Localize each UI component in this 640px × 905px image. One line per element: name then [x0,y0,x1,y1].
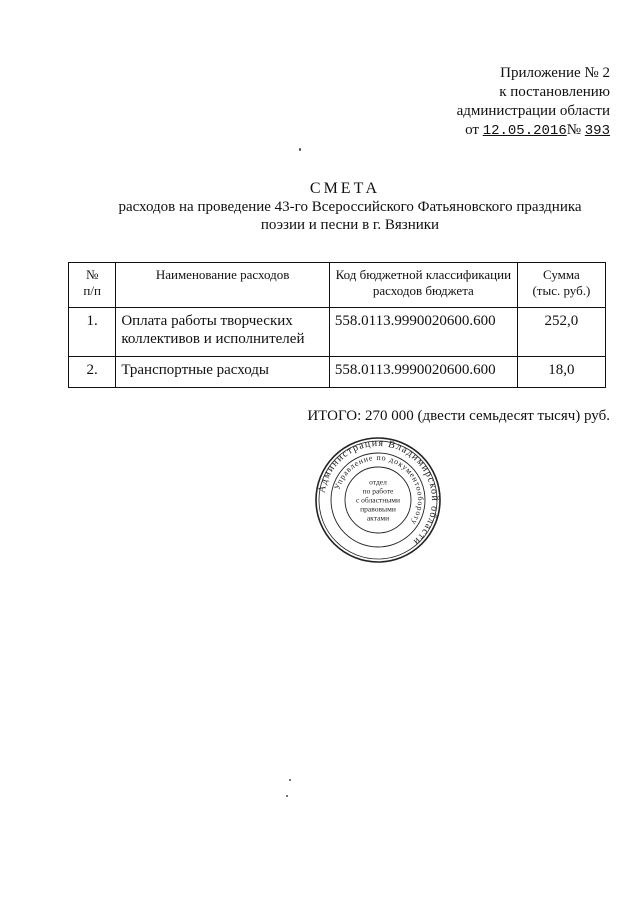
document-subtitle [60,198,640,234]
resolution-number: 393 [584,123,610,139]
row-num: 1. [69,308,116,357]
appendix-number: Приложение № 2 [500,65,610,81]
stamp-outer-text: Администрация Владимирской области [316,437,441,548]
scan-speck [299,148,301,151]
scan-speck [286,795,288,797]
subtitle-line-2: поэзии и песни в г. Вязники [260,217,440,233]
header-num-line-2: п/п [83,283,101,298]
resolution-date: 12.05.2016 [482,123,567,139]
row-code: 558.0113.9990020600.600 [329,357,517,388]
appendix-resolution: к постановлению [499,84,610,100]
scan-speck [289,779,291,781]
appendix-authority: администрации области [456,103,610,119]
estimate-table [68,262,606,388]
row-sum: 18,0 [517,357,605,388]
stamp-seal-icon [314,436,442,564]
official-stamp [314,436,442,564]
header-num-line-1: № [85,267,99,282]
stamp-center-line: правовыми [360,504,396,514]
table-header-row [69,263,606,308]
row-num: 2. [69,357,116,388]
document-title: СМЕТА [309,180,381,197]
row-name: Транспортные расходы [116,357,330,388]
number-sign: № [566,122,582,138]
date-prefix: от [465,122,479,138]
stamp-center-line: отдел [369,477,387,487]
header-name: Наименование расходов [116,263,330,308]
total-amount: ИТОГО: 270 000 (двести семьдесят тысяч) руб. [307,408,610,424]
stamp-center-line: по работе [362,486,394,496]
stamp-inner-text: Управление по документообороту [332,452,426,527]
header-sum [517,263,605,308]
header-sum-line-1: Сумма [542,267,580,282]
row-name: Оплата работы творческих коллективов и исполнителей [116,308,330,357]
stamp-center-line: с областными [355,495,401,505]
header-code-line-1: Код бюджетной классификации [335,267,512,282]
row-code: 558.0113.9990020600.600 [329,308,517,357]
stamp-center-line: актами [366,513,390,523]
appendix-header [457,64,610,141]
row-sum: 252,0 [517,308,605,357]
subtitle-line-1: расходов на проведение 43-го Всероссийского Фатьяновского праздника [118,199,582,215]
appendix-date-line [457,121,610,141]
header-code [329,263,517,308]
table-row [69,357,606,388]
header-code-line-2: расходов бюджета [372,283,474,298]
table-row [69,308,606,357]
header-sum-line-2: (тыс. руб.) [532,283,591,298]
header-num [69,263,116,308]
